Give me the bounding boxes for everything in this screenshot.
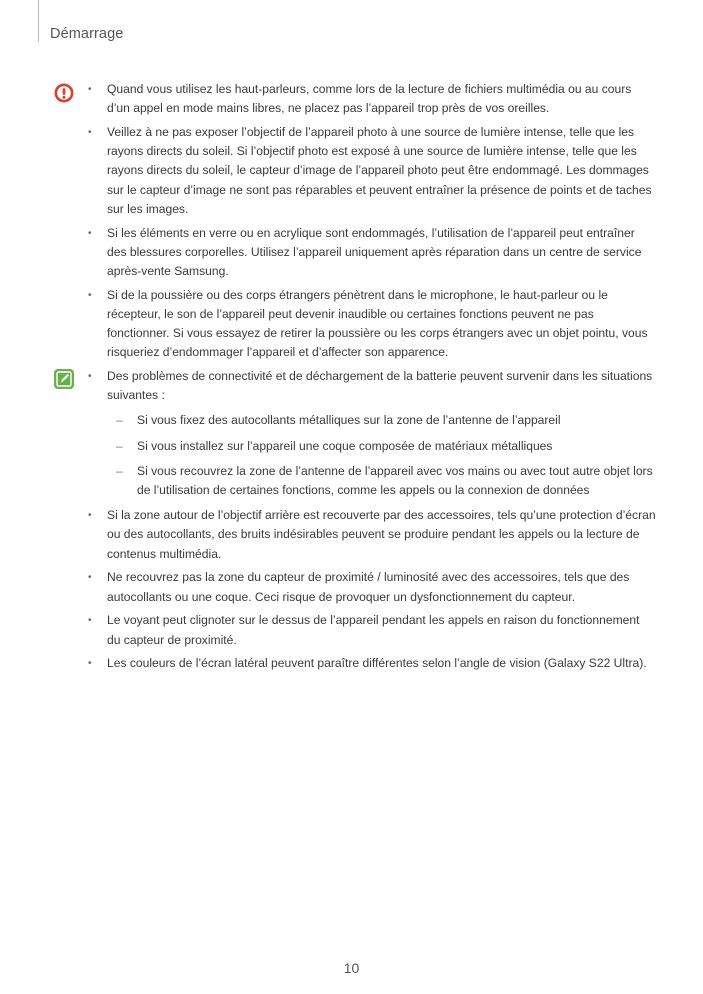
caution-item: • Si de la poussière ou des corps étrangers pénètrent dans le microphone, le haut-parleur ou le récepteur, le son de l’appareil peut devenir inaudible ou certaines fonctions peuvent ne pas fonctionner. Si vous essayez de retirer la poussière ou les corps étrangers avec un objet pointu, vous risqueriez d’endommager l’appareil et d’affecter son apparence. [88,286,656,363]
note-item [88,367,656,500]
caution-item: • Si les éléments en verre ou en acrylique sont endommagés, l’utilisation de l’appareil peut entraîner des blessures corporelles. Utilisez l’appareil uniquement après réparation dans un centre de service après-vente Samsung. [88,224,656,282]
note-item: • Si la zone autour de l’objectif arrière est recouverte par des accessoires, tels qu’une protection d’écran ou des autocollants, des bruits indésirables peuvent se produire pendant les appels ou la lecture de contenus multimédia. [88,506,656,564]
note-subitem: – Si vous fixez des autocollants métalliques sur la zone de l’antenne de l’appareil [107,411,656,430]
note-intro: Des problèmes de connectivité et de déchargement de la batterie peuvent survenir dans les situations suivantes : [107,369,653,403]
caution-list [88,80,656,367]
note-icon [53,368,75,390]
header-rule [38,0,39,42]
note-item: • Les couleurs de l’écran latéral peuvent paraître différentes selon l’angle de vision (Galaxy S22 Ultra). [88,654,656,673]
note-item: • Le voyant peut clignoter sur le dessus de l’appareil pendant les appels en raison du fonctionnement du capteur de proximité. [88,611,656,649]
page-number: 10 [343,960,360,976]
note-subitem: – Si vous recouvrez la zone de l’antenne de l’appareil avec vos mains ou avec tout autre objet lors de l’utilisation de certaines fonctions, comme les appels ou la connexion de données [107,462,656,500]
warning-icon [53,82,75,104]
note-item: • Ne recouvrez pas la zone du capteur de proximité / luminosité avec des accessoires, tels que des autocollants ou une coque. Ceci risque de provoquer un dysfonctionnement du capteur. [88,568,656,606]
caution-item: • Quand vous utilisez les haut-parleurs, comme lors de la lecture de fichiers multimédia ou au cours d’un appel en mode mains libres, ne placez pas l’appareil trop près de vos oreilles. [88,80,656,118]
note-subitem: – Si vous installez sur l’appareil une coque composée de matériaux métalliques [107,437,656,456]
note-list [88,367,656,678]
page-header-title: Démarrage [50,26,124,42]
caution-item: • Veillez à ne pas exposer l’objectif de l’appareil photo à une source de lumière intense, telle que les rayons directs du soleil. Si l’objectif photo est exposé à une source de lumière intense, telle que les rayons directs du soleil, le capteur d’image de l’appareil photo peut être endommagé. Les dommages sur le capteur d’image ne sont pas réparables et peuvent entraîner la présence de points et de taches sur les images. [88,123,656,219]
note-sublist [107,411,656,500]
